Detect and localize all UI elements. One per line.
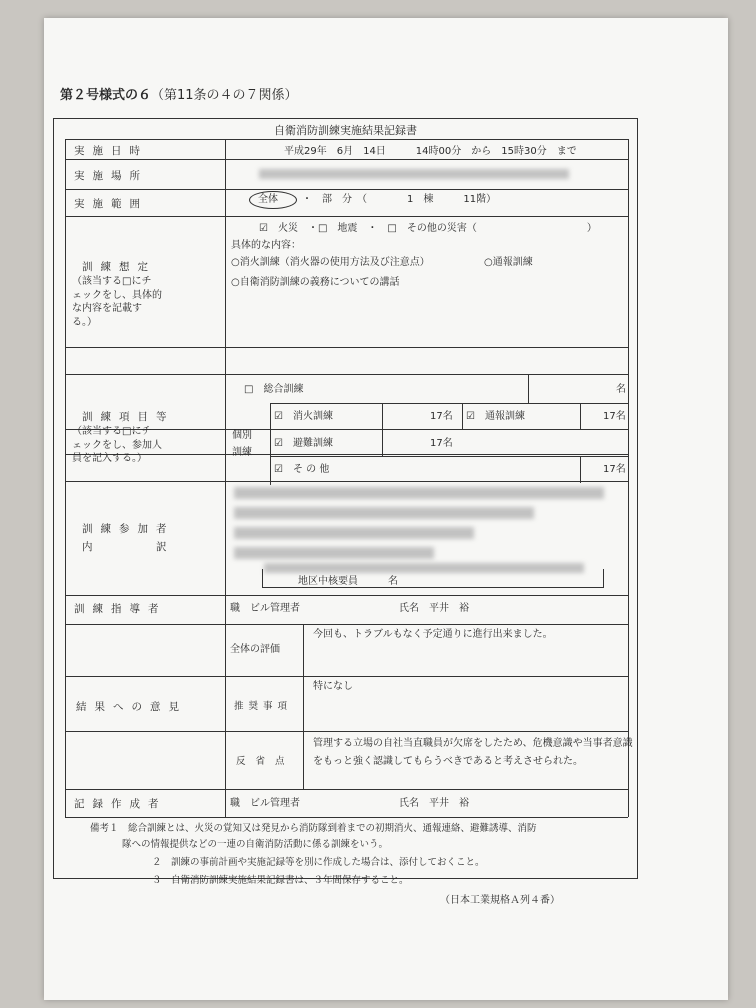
items-note: （該当する□にチ ェックをし、参加人 員を記入する。） [72, 426, 162, 464]
place-label: 実施場所 [74, 170, 148, 182]
scenario-detail-1: ○消火訓練（消火器の使用方法及び注意点） [231, 257, 430, 268]
items-label: 訓練項目等 [82, 411, 175, 423]
individual-label: 個別 訓練 [232, 430, 252, 458]
form-number: 第２号様式の６ [60, 88, 152, 103]
extinguish-count: 17名 [430, 411, 453, 422]
other-training: ☑ そ の 他 [274, 464, 330, 475]
form-header [60, 84, 298, 103]
instructor-label: 訓練指導者 [74, 603, 167, 615]
leader-count: 地区中核要員 名 [298, 576, 398, 587]
recommend-label: 推奨事項 [234, 701, 293, 712]
evac-training: ☑ 避難訓練 [274, 438, 333, 449]
form-title: 自衛消防訓練実施結果記録書 [274, 124, 417, 137]
note-3: ３ 自衛消防訓練実施結果記録書は、３年間保存すること。 [152, 875, 409, 886]
participants-label: 訓練参加者 [82, 523, 175, 535]
other-count: 17名 [603, 464, 626, 475]
scenario-detail-2: ○自衛消防訓練の義務についての講話 [231, 277, 400, 288]
evac-count: 17名 [430, 438, 453, 449]
scope-part: ・ 部 分 （ 1 棟 11階） [302, 194, 497, 205]
redacted-place [259, 169, 569, 179]
scope-whole: 全体 [258, 194, 278, 205]
recorder-name: 氏名 平井 裕 [399, 798, 469, 809]
scenario-detail-1b: ○通報訓練 [484, 257, 533, 268]
note-1: 備考１ 総合訓練とは、火災の覚知又は発見から消防隊到着までの初期消火、通報連絡、避難誘導、消防 [90, 823, 537, 834]
scenario-detail-label: 具体的な内容： [231, 240, 301, 251]
report-count: 17名 [603, 411, 626, 422]
note-2: ２ 訓練の事前計画や実施記録等を別に作成した場合は、添付しておくこと。 [152, 857, 485, 868]
redacted-participants-3 [234, 527, 474, 539]
scenario-label: 訓練想定 [82, 261, 156, 273]
note-1-cont: 隊への情報提供などの一連の自衛消防活動に係る訓練をいう。 [122, 839, 389, 850]
opinion-label: 結果への意見 [76, 701, 187, 713]
general-training: □ 総合訓練 [244, 384, 304, 395]
scenario-types: ☑ 火災 ・□ 地震 ・ □ その他の災害（ ） [259, 223, 597, 234]
redacted-participants-2 [234, 507, 534, 519]
date-value: 平成29年 6月 14日 14時00分 から 15時30分 まで [284, 146, 577, 157]
overall-value: 今回も、トラブルもなく予定通りに進行出来ました。 [313, 629, 553, 640]
report-training: ☑ 通報訓練 [466, 411, 525, 422]
redacted-participants-4 [234, 547, 434, 559]
scenario-note: （該当する□にチ ェックをし、具体的 な内容を記載す る。） [72, 276, 162, 328]
instructor-post: 職 ビル管理者 [230, 603, 300, 614]
reflect-label: 反省点 [236, 756, 295, 767]
reflect-line-2: をもっと強く認識してもらうべきであると考えさせられた。 [313, 756, 583, 767]
participants-label-2: 内 訳 [82, 541, 175, 553]
extinguish-training: ☑ 消火訓練 [274, 411, 333, 422]
scope-label: 実施範囲 [74, 198, 148, 210]
recorder-post: 職 ビル管理者 [230, 798, 300, 809]
general-unit: 名 [616, 384, 626, 395]
recommend-value: 特になし [313, 681, 353, 692]
paper-standard: （日本工業規格Ａ列４番） [440, 895, 560, 906]
instructor-name: 氏名 平井 裕 [399, 603, 469, 614]
form-reference: （第11条の４の７関係） [151, 88, 298, 103]
date-label: 実施日時 [74, 145, 148, 157]
redacted-participants-1 [234, 487, 604, 499]
overall-label: 全体の評価 [230, 644, 280, 655]
record-form [53, 118, 638, 886]
recorder-label: 記録作成者 [74, 798, 167, 810]
reflect-line-1: 管理する立場の自社当直職員が欠席をしたため、危機意識や当事者意識 [313, 738, 633, 749]
